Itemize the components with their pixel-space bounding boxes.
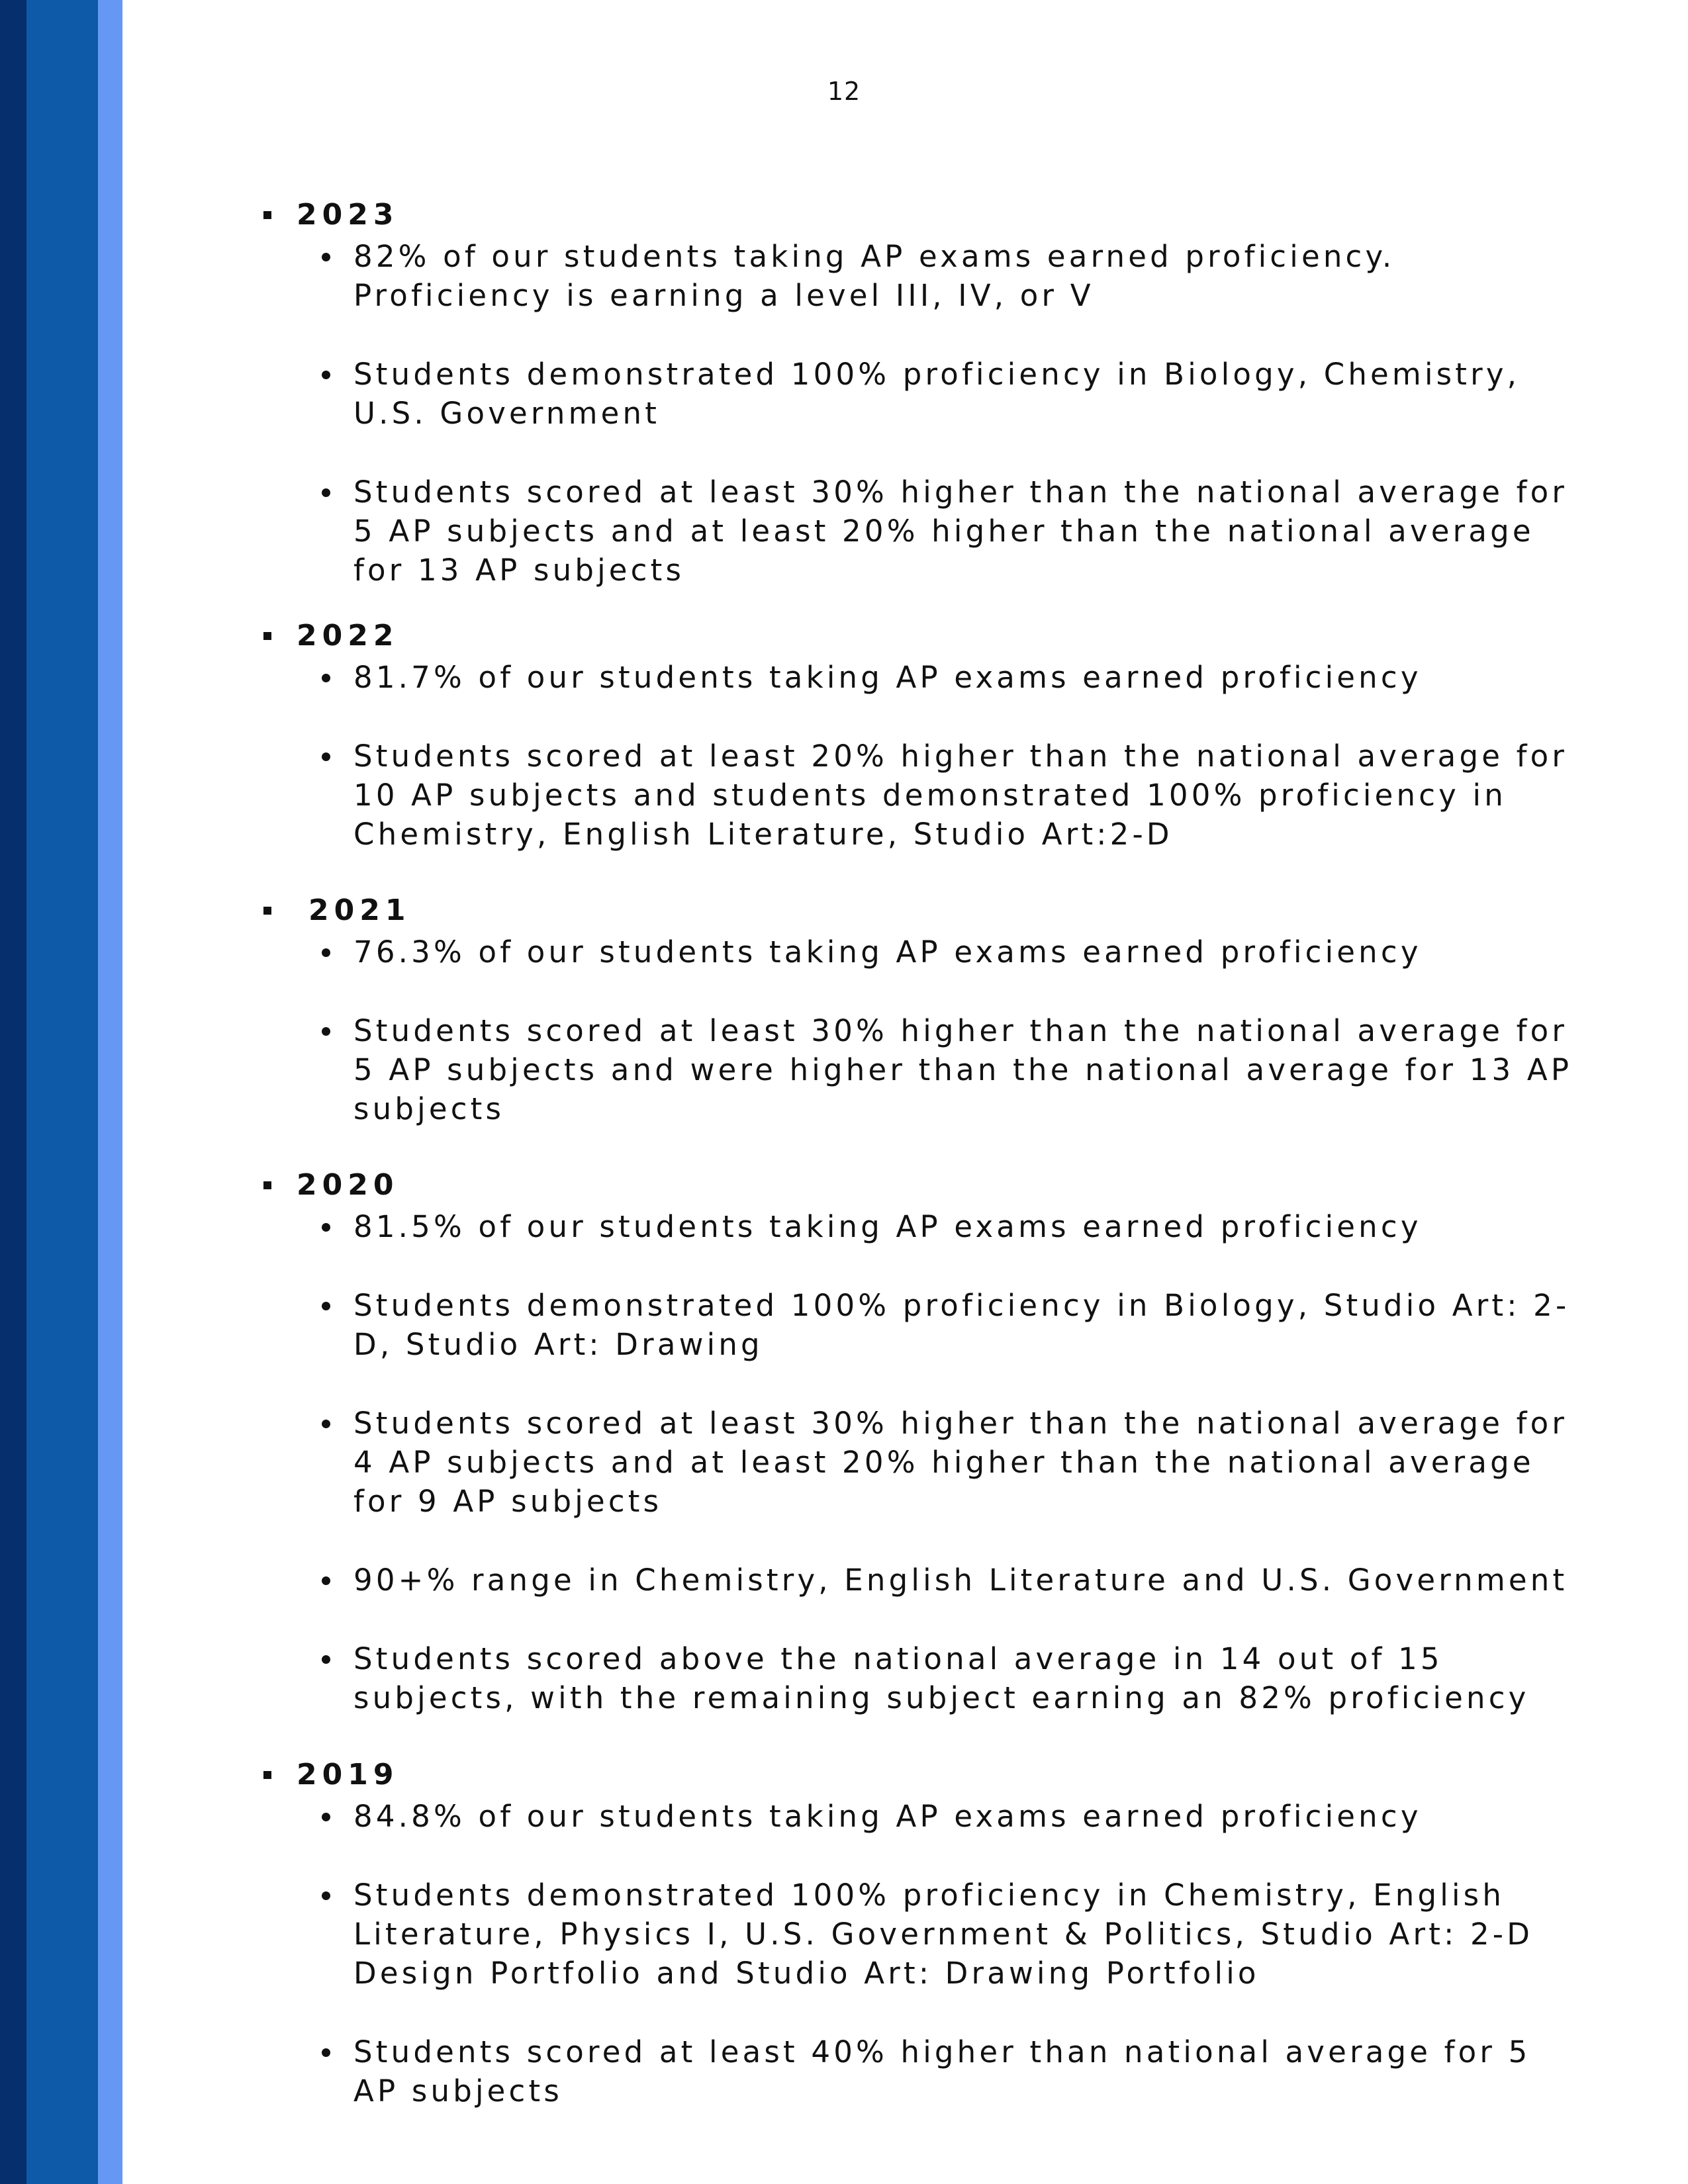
bullet-dot-icon: [322, 1420, 330, 1428]
list-item-text: 82% of our students taking AP exams earned proficiency. Proficiency is earning a level III, IV, or V: [353, 239, 1395, 313]
left-border-stripe-mid: [26, 0, 98, 2184]
list-item: [263, 473, 1620, 590]
bullet-dot-icon: [322, 1223, 330, 1232]
list-item-text: Students scored above the national average in 14 out of 15 subjects, with the remaining subject earning an 82% proficiency: [353, 1641, 1530, 1715]
year-section-2021: [263, 893, 1620, 1128]
year-heading: [263, 1757, 1620, 1797]
list-item: [263, 1639, 1620, 1717]
list-item-text: 84.8% of our students taking AP exams earned proficiency: [353, 1799, 1422, 1834]
bullet-dot-icon: [322, 1813, 330, 1821]
year-label: 2020: [297, 1168, 399, 1202]
list-item: [263, 1561, 1620, 1600]
list-item: [263, 355, 1620, 433]
year-heading: [263, 1167, 1620, 1207]
list-item-text: Students scored at least 30% higher than the national average for 4 AP subjects and at least 20% higher than the national average for 9 AP subjects: [353, 1406, 1568, 1519]
square-bullet-icon: [263, 632, 271, 640]
bullet-dot-icon: [322, 948, 330, 957]
bullet-dot-icon: [322, 1302, 330, 1310]
list-item: [263, 1797, 1620, 1836]
list-item: [263, 1207, 1620, 1246]
list-item-text: 81.5% of our students taking AP exams earned proficiency: [353, 1209, 1422, 1244]
left-border-stripe-light: [98, 0, 122, 2184]
bullet-dot-icon: [322, 1576, 330, 1585]
list-item: [263, 237, 1620, 315]
list-item-text: Students demonstrated 100% proficiency in Biology, Chemistry, U.S. Government: [353, 357, 1521, 431]
square-bullet-icon: [263, 907, 271, 915]
year-section-2023: [263, 197, 1620, 590]
bullet-dot-icon: [322, 2048, 330, 2057]
list-item-text: 76.3% of our students taking AP exams earned proficiency: [353, 934, 1422, 970]
year-section-2020: [263, 1167, 1620, 1717]
list-item-text: 81.7% of our students taking AP exams earned proficiency: [353, 660, 1422, 695]
list-item-text: Students demonstrated 100% proficiency in Biology, Studio Art: 2- D, Studio Art: Drawing: [353, 1288, 1570, 1362]
year-items: [263, 1797, 1620, 2111]
square-bullet-icon: [263, 211, 271, 219]
list-item-text: Students scored at least 20% higher than the national average for 10 AP subjects and students demonstrated 100% proficiency in Chemistry, English Literature, Studio Art:2-D: [353, 739, 1568, 852]
list-item: [263, 658, 1620, 697]
year-label: 2022: [297, 619, 399, 653]
page-number: 12: [827, 77, 861, 106]
list-item-text: Students demonstrated 100% proficiency in Chemistry, English Literature, Physics I, U.S. Government & Politics, Studio Art: 2-D Design Portfolio and Studio Art: Drawing Portfolio: [353, 1878, 1534, 1991]
list-item-text: Students scored at least 30% higher than the national average for 5 AP subjects and were higher than the national average for 13 AP subjects: [353, 1013, 1573, 1126]
year-items: [263, 237, 1620, 590]
year-heading: [263, 197, 1620, 237]
list-item: [263, 737, 1620, 854]
bullet-dot-icon: [322, 1891, 330, 1900]
list-item-text: Students scored at least 30% higher than the national average for 5 AP subjects and at least 20% higher than the national average for 13 AP subjects: [353, 475, 1568, 588]
bullet-dot-icon: [322, 674, 330, 682]
year-items: [263, 933, 1620, 1128]
year-heading: [263, 893, 1620, 933]
list-item: [263, 933, 1620, 972]
bullet-dot-icon: [322, 752, 330, 761]
list-item-text: 90+% range in Chemistry, English Literature and U.S. Government: [353, 1563, 1568, 1598]
bullet-dot-icon: [322, 253, 330, 261]
year-label: 2019: [297, 1758, 399, 1792]
square-bullet-icon: [263, 1771, 271, 1779]
bullet-dot-icon: [322, 1655, 330, 1664]
square-bullet-icon: [263, 1181, 271, 1189]
year-items: [263, 1207, 1620, 1717]
list-item: [263, 1404, 1620, 1521]
year-label: 2023: [297, 198, 399, 232]
list-item: [263, 1876, 1620, 1993]
bullet-dot-icon: [322, 488, 330, 497]
year-heading: [263, 618, 1620, 658]
bullet-dot-icon: [322, 371, 330, 379]
list-item: [263, 1011, 1620, 1128]
list-item: [263, 2032, 1620, 2111]
list-item-text: Students scored at least 40% higher than national average for 5 AP subjects: [353, 2034, 1531, 2109]
year-section-2019: [263, 1757, 1620, 2111]
year-section-2022: [263, 618, 1620, 854]
list-item: [263, 1286, 1620, 1364]
year-items: [263, 658, 1620, 854]
bullet-dot-icon: [322, 1027, 330, 1036]
left-border-stripe-dark: [0, 0, 26, 2184]
year-label: 2021: [308, 893, 411, 927]
